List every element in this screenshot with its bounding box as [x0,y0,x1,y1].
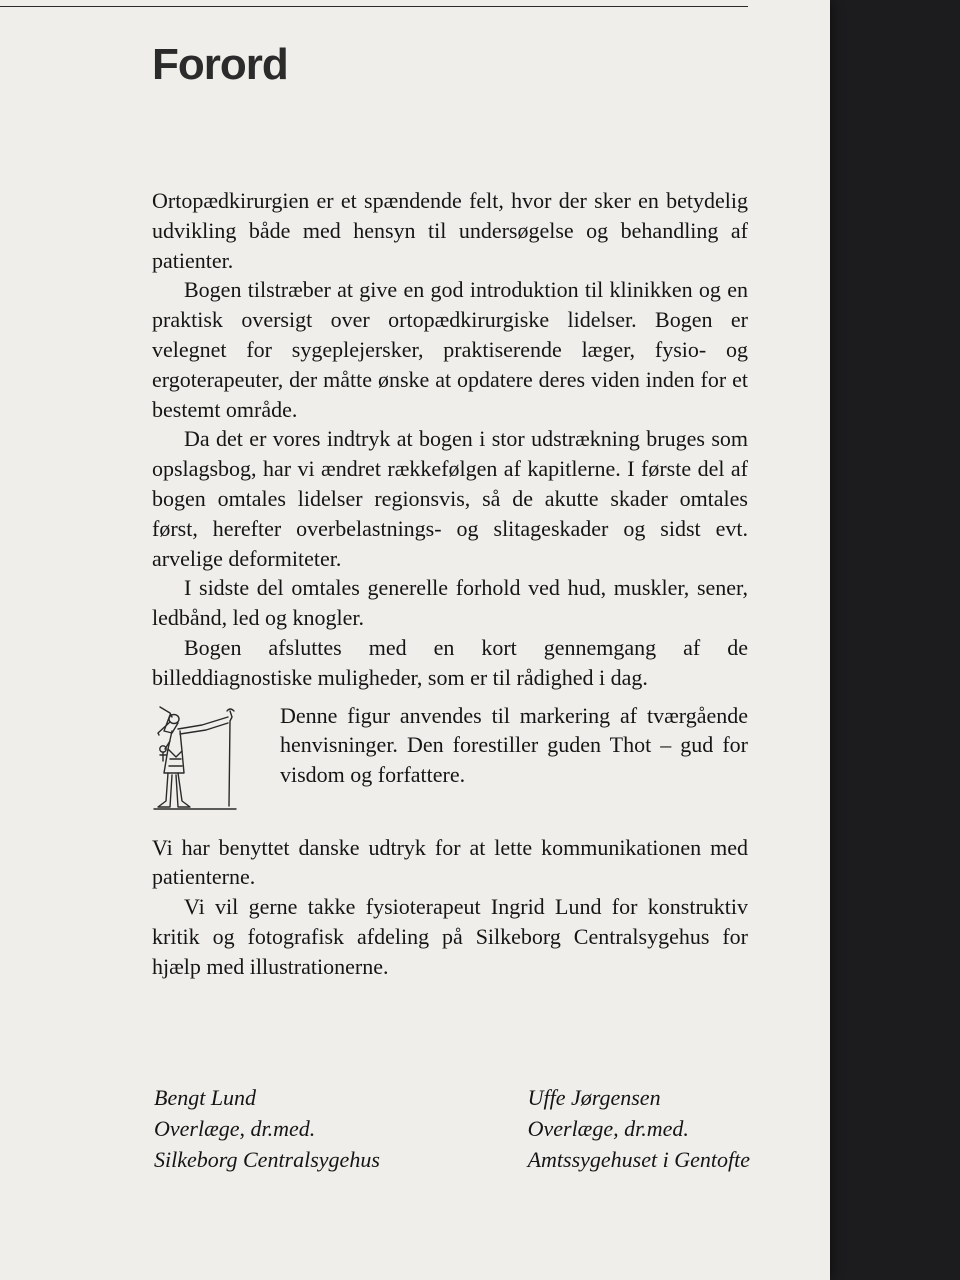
paragraph: Vi har benyttet danske udtryk for at lette kommunikationen med patienterne. [152,834,748,890]
signature-title: Overlæge, dr.med. [154,1116,316,1141]
figure-note-text: Denne figur anvendes til markering af tværgående henvisninger. Den forestiller guden Thot – gud for visdom og forfattere. [280,702,748,788]
paragraph: I sidste del omtales generelle forhold ved hud, muskler, sener, ledbånd, led og knogler. [152,575,748,631]
body-text [152,186,748,982]
signature-name: Bengt Lund [154,1085,257,1110]
signature-institution: Silkeborg Centralsygehus [154,1147,380,1172]
page-heading: Forord [152,40,288,89]
signature-institution: Amtssygehuset i Gentofte [527,1147,750,1172]
signature-name: Uffe Jørgensen [527,1085,661,1110]
signatures [154,1082,754,1175]
signature-title: Overlæge, dr.med. [527,1116,689,1141]
paragraph: Da det er vores indtryk at bogen i stor udstrækning bruges som opslagsbog, har vi ændret rækkefølgen af kapitlerne. I første del af bogen omtales lidelser regionsvis, så de akutte skader omtales først, herefter overbelastnings- og slitageskader og sidst evt. arvelige deformiteter. [152,426,748,571]
signature-left [154,1082,380,1175]
paragraph: Bogen afsluttes med en kort gennemgang af de billeddiagnostiske muligheder, som er til rådighed i dag. [152,634,748,690]
paragraph: Bogen tilstræber at give en god introduktion til klinikken og en praktisk oversigt over ortopædkirurgiske lidelser. Bogen er velegnet for sygeplejersker, praktiserende læger, fysio- og ergoterapeuter, der måtte ønske at opdatere deres viden inden for et bestemt område. [152,277,748,422]
paragraph: Vi vil gerne takke fysioterapeut Ingrid Lund for konstruktiv kritik og fotografisk afdeling på Silkeborg Centralsygehus for hjælp med illustrationerne. [152,894,748,979]
figure-note [152,701,748,813]
signature-right [528,1082,750,1175]
paragraph: Ortopædkirurgien er et spændende felt, hvor der sker en betydelig udvikling både med hensyn til undersøgelse og behandling af patienter. [152,188,748,273]
top-rule [0,6,748,7]
thoth-figure-icon [150,701,240,813]
